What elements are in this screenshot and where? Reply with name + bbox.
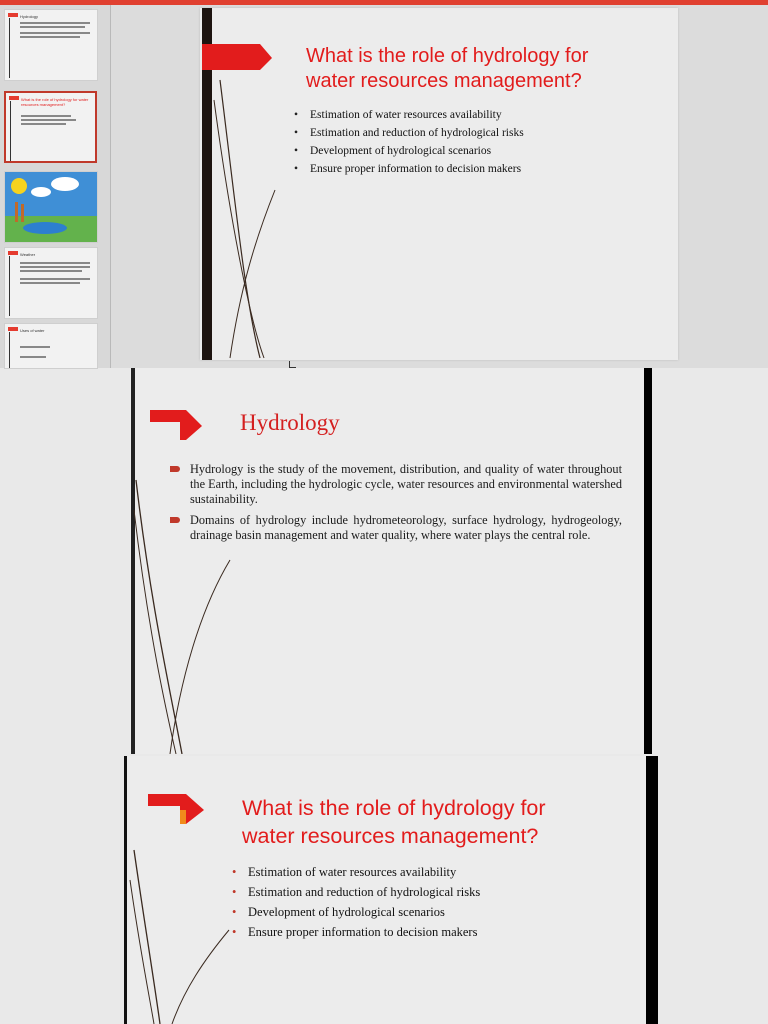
slide-title xyxy=(242,794,546,850)
slide-decoration xyxy=(130,400,240,754)
thumbnail-title: Weather xyxy=(20,252,36,257)
pole-decoration xyxy=(10,101,11,161)
thumbnail-title: What is the role of hydrology for water resources management? xyxy=(21,97,89,107)
bullet-item: • Ensure proper information to decision makers xyxy=(310,160,524,178)
bullet-item: • Development of hydrological scenarios xyxy=(310,142,524,160)
bullet-item: • Estimation of water resources availability xyxy=(248,862,480,882)
text-line xyxy=(21,119,76,121)
text-line xyxy=(20,278,90,280)
text-line xyxy=(20,346,50,348)
slide-title-line-1: What is the role of hydrology for xyxy=(306,45,589,67)
paragraph-text: Hydrology is the study of the movement, distribution, and quality of water throughout the Earth, including the hydrologic cycle, water resources and environmental watershed sustainability. xyxy=(190,462,622,506)
slide-title-line-2: water resources management? xyxy=(242,824,539,848)
thumbnail-title: Hydrology xyxy=(20,14,39,19)
bullet-item: • Estimation of water resources availability xyxy=(310,106,524,124)
slide-decoration xyxy=(124,780,234,1024)
bullet-item: • Estimation and reduction of hydrological risks xyxy=(310,124,524,142)
slide-thumbnail-5[interactable] xyxy=(4,323,98,369)
slide-title-line-2: water resources management? xyxy=(306,70,582,92)
hydrology-paragraph-2 xyxy=(170,513,622,543)
text-line xyxy=(20,262,90,264)
bullet-item: • Development of hydrological scenarios xyxy=(248,902,480,922)
mouse-cursor-icon xyxy=(289,361,296,368)
bullet-marker-icon xyxy=(170,517,180,523)
text-line xyxy=(20,26,85,28)
bullet-item: • Ensure proper information to decision makers xyxy=(248,922,480,942)
hydrology-body xyxy=(170,462,622,549)
arrow-icon xyxy=(8,251,18,255)
arrow-icon xyxy=(9,96,19,100)
slide-thumbnail-1[interactable] xyxy=(4,9,98,81)
text-line xyxy=(20,356,46,358)
pole-decoration xyxy=(9,18,10,78)
slide-decoration xyxy=(200,40,280,360)
slide-thumbnail-3[interactable] xyxy=(4,171,98,243)
slide-edge-bar xyxy=(644,368,652,754)
arrow-icon xyxy=(8,327,18,331)
text-line xyxy=(20,22,90,24)
slide-edge-bar xyxy=(646,756,658,1024)
hydrology-paragraph-1 xyxy=(170,462,622,507)
text-line xyxy=(20,32,90,34)
hydrology-title: Hydrology xyxy=(240,410,340,435)
slide-thumbnail-4[interactable] xyxy=(4,247,98,319)
text-line xyxy=(20,282,80,284)
bullet-item: • Estimation and reduction of hydrological risks xyxy=(248,882,480,902)
text-line xyxy=(21,123,66,125)
text-line xyxy=(21,115,71,117)
bullet-list xyxy=(292,106,524,178)
slide-title xyxy=(306,44,588,94)
bullet-marker-icon xyxy=(170,466,180,472)
paragraph-text: Domains of hydrology include hydrometeorology, surface hydrology, hydrogeology, drainage basin management and water quality, where water plays the central role. xyxy=(190,513,622,542)
water-cycle-image xyxy=(5,172,97,242)
pole-decoration xyxy=(9,256,10,316)
text-line xyxy=(20,266,90,268)
slide-title-line-1: What is the role of hydrology for xyxy=(242,796,546,820)
pole-decoration xyxy=(9,332,10,369)
text-line xyxy=(20,270,82,272)
slide-thumbnail-2[interactable] xyxy=(4,91,97,163)
bullet-list xyxy=(230,862,480,942)
arrow-icon xyxy=(8,13,18,17)
text-line xyxy=(20,36,80,38)
slide-thumbnail-pane[interactable] xyxy=(0,5,111,368)
thumbnail-title: Uses of water xyxy=(20,328,45,333)
